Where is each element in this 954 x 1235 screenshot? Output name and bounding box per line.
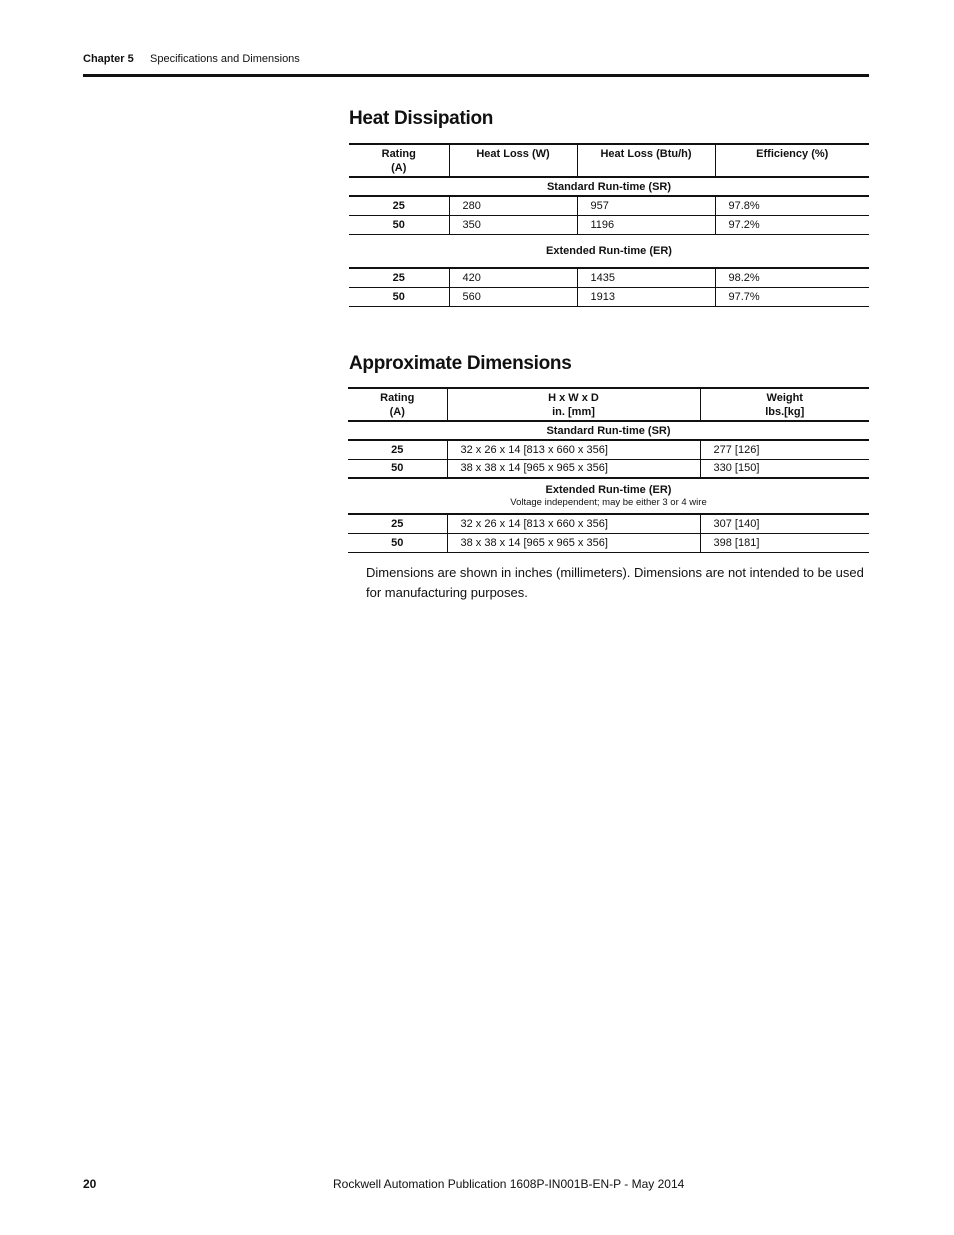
table-header-row bbox=[348, 388, 869, 421]
approximate-dimensions-title: Approximate Dimensions bbox=[349, 353, 572, 374]
heat-dissipation-table bbox=[349, 143, 869, 307]
group-label: Extended Run-time (ER) bbox=[349, 234, 869, 268]
efficiency-cell: 97.2% bbox=[715, 215, 869, 234]
btu-cell: 957 bbox=[577, 196, 715, 215]
efficiency-cell: 97.7% bbox=[715, 287, 869, 306]
group-label: Standard Run-time (SR) bbox=[349, 177, 869, 196]
group-note: Voltage independent; may be either 3 or 4 wire bbox=[510, 497, 707, 508]
group-label: Extended Run-time (ER) Voltage independent; may be either 3 or 4 wire bbox=[348, 478, 869, 514]
running-header bbox=[83, 53, 300, 65]
rating-cell: 50 bbox=[348, 459, 447, 478]
size-cell: 38 x 38 x 14 [965 x 965 x 356] bbox=[447, 533, 700, 552]
table-row bbox=[348, 514, 869, 533]
group-row bbox=[349, 177, 869, 196]
weight-cell: 307 [140] bbox=[700, 514, 869, 533]
efficiency-cell: 97.8% bbox=[715, 196, 869, 215]
table-row bbox=[349, 196, 869, 215]
group-row bbox=[349, 234, 869, 268]
watts-cell: 350 bbox=[449, 215, 577, 234]
size-cell: 38 x 38 x 14 [965 x 965 x 356] bbox=[447, 459, 700, 478]
btu-cell: 1435 bbox=[577, 268, 715, 287]
dimensions-note: Dimensions are shown in inches (millimeters). Dimensions are not intended to be used for manufacturing purposes. bbox=[366, 565, 864, 600]
table-row bbox=[348, 440, 869, 459]
column-header: Heat Loss (W) bbox=[449, 144, 577, 177]
watts-cell: 280 bbox=[449, 196, 577, 215]
weight-cell: 398 [181] bbox=[700, 533, 869, 552]
size-cell: 32 x 26 x 14 [813 x 660 x 356] bbox=[447, 440, 700, 459]
rating-cell: 50 bbox=[349, 215, 449, 234]
table-row bbox=[348, 459, 869, 478]
table-row bbox=[349, 287, 869, 306]
column-header: Rating (A) bbox=[349, 144, 449, 177]
table-row bbox=[349, 268, 869, 287]
rating-cell: 25 bbox=[348, 440, 447, 459]
header-rule bbox=[83, 74, 869, 77]
heat-dissipation-title: Heat Dissipation bbox=[349, 108, 494, 129]
rating-cell: 25 bbox=[349, 196, 449, 215]
column-header: Efficiency (%) bbox=[715, 144, 869, 177]
column-header: Rating (A) bbox=[348, 388, 447, 421]
column-header: Weight lbs.[kg] bbox=[700, 388, 869, 421]
btu-cell: 1196 bbox=[577, 215, 715, 234]
weight-cell: 330 [150] bbox=[700, 459, 869, 478]
publication-footer: Rockwell Automation Publication 1608P-IN001B-EN-P - May 2014 bbox=[333, 1177, 685, 1191]
group-row bbox=[348, 478, 869, 514]
group-row bbox=[348, 421, 869, 440]
chapter-label: Chapter 5 bbox=[83, 53, 134, 65]
group-label: Standard Run-time (SR) bbox=[348, 421, 869, 440]
rating-cell: 25 bbox=[349, 268, 449, 287]
column-header: H x W x D in. [mm] bbox=[447, 388, 700, 421]
table-header-row bbox=[349, 144, 869, 177]
efficiency-cell: 98.2% bbox=[715, 268, 869, 287]
watts-cell: 420 bbox=[449, 268, 577, 287]
watts-cell: 560 bbox=[449, 287, 577, 306]
rating-cell: 50 bbox=[349, 287, 449, 306]
weight-cell: 277 [126] bbox=[700, 440, 869, 459]
section-label: Specifications and Dimensions bbox=[150, 53, 300, 65]
column-header: Heat Loss (Btu/h) bbox=[577, 144, 715, 177]
table-row bbox=[348, 533, 869, 552]
page-number: 20 bbox=[83, 1177, 97, 1191]
btu-cell: 1913 bbox=[577, 287, 715, 306]
rating-cell: 50 bbox=[348, 533, 447, 552]
table-row bbox=[349, 215, 869, 234]
rating-cell: 25 bbox=[348, 514, 447, 533]
dimensions-table bbox=[348, 387, 869, 553]
size-cell: 32 x 26 x 14 [813 x 660 x 356] bbox=[447, 514, 700, 533]
